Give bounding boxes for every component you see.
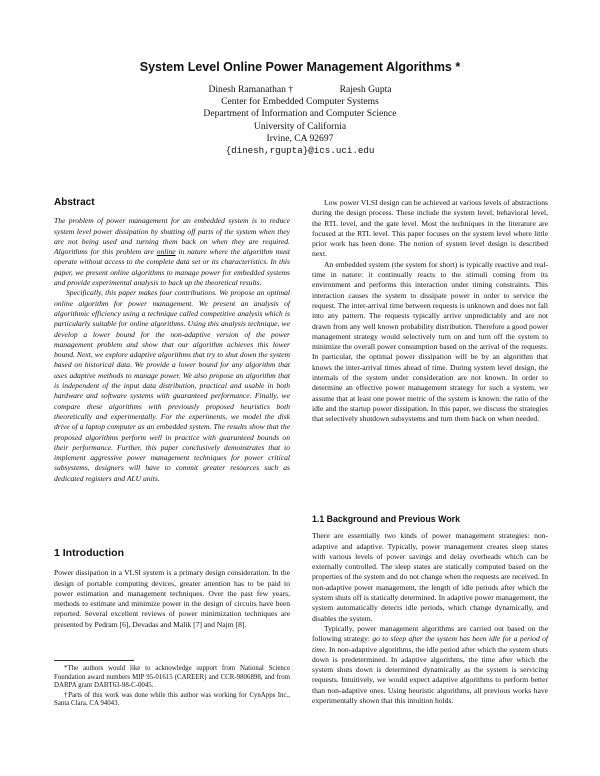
abstract-paragraph-2: Specifically, this paper makes four contributions. We propose an optimal online algorithm for power management. We present an analysis of algorithmic efficiency using a technique called competitive analysis which is particularly suitable for online algorithms. Using this analysis technique, we develop a lower bound for the non-adaptive version of the power management problem and show that our algorithm achieves this lower bound. Next, we explore adaptive algorithms that try to shut down the system based on historical data. We provide a lower bound for any algorithm that uses adaptive methods to manage power. We also propose an algorithm that is independent of the input data distribution, practical and usable in both hardware and software systems with guaranteed performance. Finally, we compare these algorithms with previously proposed heuristics both theoretically and experimentally. For the experiments, we model the disk drive of a laptop computer as an embedded system. The results show that the proposed algorithms perform well in practice with guaranteed bounds on their performance. Further, this paper conclusively demonstrates that to implement aggressive power management techniques for power critical subsystems, designers will have to commit greater resources such as dedicated registers and ALU units. <box>54 288 290 483</box>
background-heading: 1.1 Background and Previous Work <box>312 514 460 524</box>
background-section <box>312 514 548 706</box>
author-names <box>0 84 600 96</box>
abstract-heading: Abstract <box>54 197 95 208</box>
department: Department of Information and Computer Science <box>203 108 397 120</box>
abstract-body <box>54 216 290 484</box>
author-block <box>0 84 600 157</box>
email: {dinesh,rgupta}@ics.uci.edu <box>225 145 375 157</box>
footnote-2: †Parts of this work was done while this author was working for CynApps Inc., Santa Clara, CA 94043. <box>54 691 290 708</box>
left-column <box>54 198 290 484</box>
right-p4-a: Typically, power management algorithms are carried out based on the following strategy: <box>312 623 548 644</box>
intro-section <box>54 548 290 630</box>
footnote-rule <box>54 660 134 661</box>
right-paragraph-4 <box>312 624 548 706</box>
city: Irvine, CA 92697 <box>266 132 334 144</box>
intro-paragraph-1: Power dissipation in a VLSI system is a primary design consideration. In the design of portable computing devices, greater attention has to be paid to power estimation and management techniques. Over the past few years, methods to estimate and minimize power in the design of circuits have been reported. Several excellent reviews of power minimization techniques are presented by Pedram [6], Devadas and Malik [7] and Najm [8]. <box>54 568 290 629</box>
right-p4-b: In non-adaptive algorithms, the idle period after which the system shuts down is predetermined. In adaptive algorithms, the time after which the system shuts down is determined dynamically as the system is servicing requests. Intuitively, we would expect adaptive algorithms to perform better than non-adaptive ones. Using heuristic algorithms, all previous works have experimentally shown that this intuition holds. <box>312 644 548 706</box>
footnote-1: *The authors would like to acknowledge support from National Science Foundation award numbers MIP 95-01615 (CAREER) and CCR-9806898, and from DARPA grant DABT63-98-C-0045. <box>54 665 290 690</box>
affiliation: Center for Embedded Computer Systems <box>221 96 379 108</box>
right-paragraph-2: An embedded system (the system for short) is typically reactive and real-time in nature: it continually reacts to the stimuli coming from its environment and performs this interaction under timing constraints. This interaction causes the system to dissipate power in order to service the request. The inter-arrival time between requests is unknown and does not fall into any pattern. The requests typically arrive unpredictably and are not drawn from any well known probability distribution. Therefore a good power management strategy would selectively turn on and turn off the system to minimize the overall power consumption based on the arrival of the requests. In particular, the optimal power dissipation will be by an algorithm that knows the inter-arrival times ahead of time. During system level design, the internals of the system under consideration are not known. In order to determine an effective power management strategy for such a system, we assume that at least one power metric of the system is known: the ratio of the idle and the startup power dissipation. In this paper, we discuss the strategies that selectively shutdown subsystems and turn them back on when needed. <box>312 259 548 424</box>
paper-title: System Level Online Power Management Algorithms * <box>139 60 461 74</box>
footnotes <box>54 660 290 710</box>
author-1: Dinesh Ramanathan † <box>208 84 294 95</box>
right-column <box>312 198 548 425</box>
university: University of California <box>253 120 347 132</box>
intro-heading: 1 Introduction <box>54 547 124 559</box>
right-paragraph-3: There are essentially two kinds of power management strategies: non-adaptive and adaptive. Typically, power management creates sleep states with various levels of power savings and delay overheads which can be externally controlled. The sleep states are statically computed based on the properties of the system and do not change when the requests are received. In non-adaptive power management, the length of idle periods after which the system shuts off is statically determined. In adaptive power management, the system automatically detects idle periods, which change dynamically, and disables the system. <box>312 531 548 623</box>
right-p4-italic: go to sleep after the system has been idle for a period of time. <box>312 634 548 654</box>
abstract-online-word: online <box>156 247 176 257</box>
author-2: Rajesh Gupta <box>339 84 392 95</box>
abstract-p1-b: in nature where the algorithm must operate without access to the complete data set or its characteristics. In this paper, we present online algorithms to manage power for embedded systems and provide experimental analysis to back up the theoretical results. <box>54 247 290 288</box>
abstract-paragraph-1 <box>54 216 290 288</box>
right-paragraph-1: Low power VLSI design can be achieved at various levels of abstractions during the design process. These include the system level, behavioral level, the RTL level, and the gate level. Most the techniques in the literature are focused at the RTL level. This paper focuses on the system level where little prior work has been done. The notion of system level design is described next. <box>312 198 548 259</box>
abstract-p1-a: The problem of power management for an embedded system is to reduce system level power dissipation by shutting off parts of the system when they are not being used and turning them back on when they are required. Algorithms for this problem are <box>54 216 290 257</box>
